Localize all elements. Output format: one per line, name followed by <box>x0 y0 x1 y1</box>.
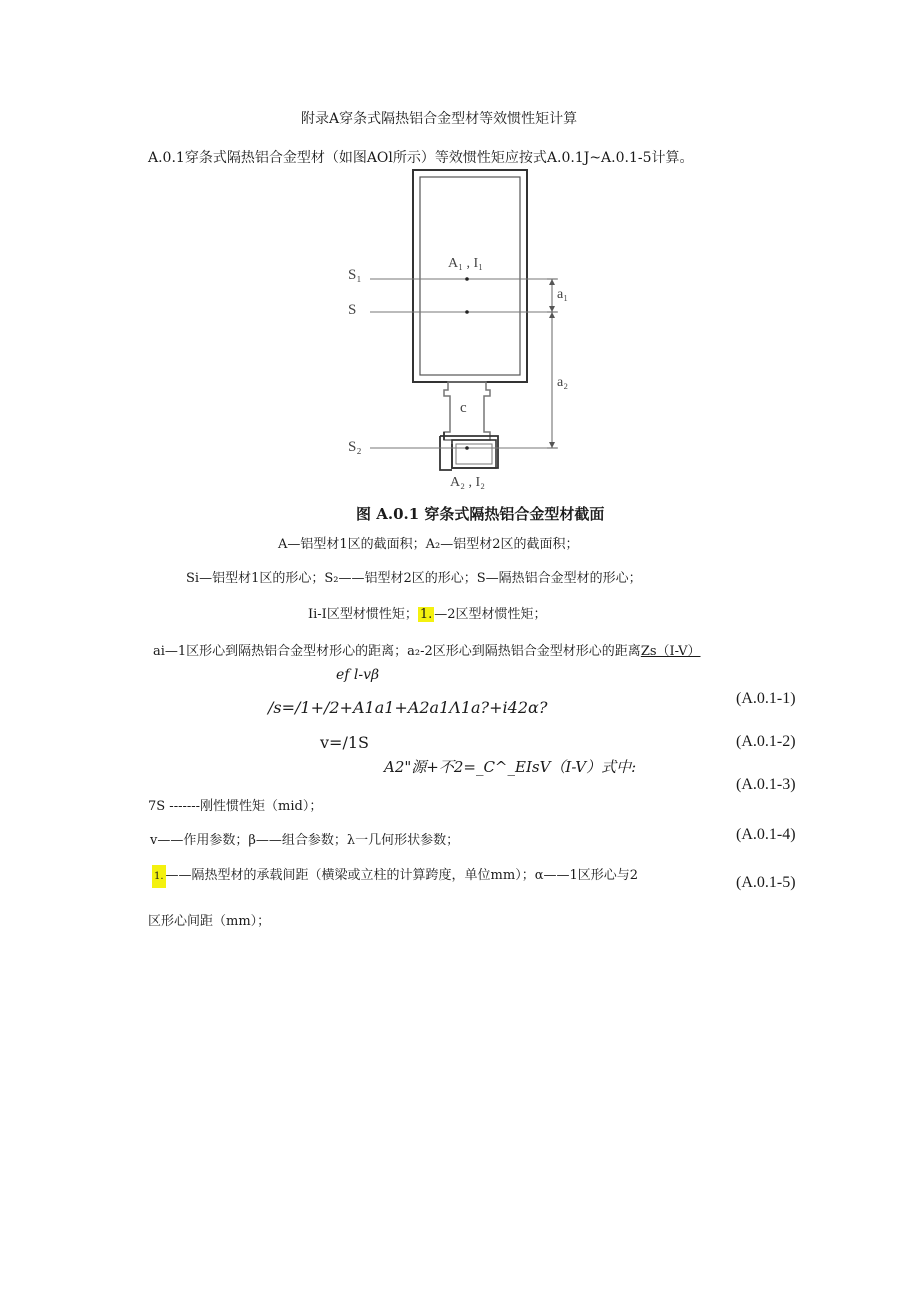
figure-caption: 图 A.0.1 穿条式隔热铝合金型材截面 <box>356 505 605 523</box>
label-c: c <box>460 400 467 416</box>
label-s: S <box>348 302 357 318</box>
term-line-2: v——作用参数；β——组合参数；λ一几何形状参数； <box>150 833 460 848</box>
label-a1: a₁ <box>557 287 569 302</box>
highlight-mark: 1. <box>419 607 433 622</box>
label-a2-i2: A₂ , I₂ <box>450 475 486 490</box>
definition-line-3-pre: Ii-I区型材惯性矩； <box>308 607 418 622</box>
label-a2: a₂ <box>557 375 569 390</box>
equation-number-3: (A.0.1-3) <box>736 776 796 793</box>
equation-number-1: (A.0.1-1) <box>736 690 796 707</box>
label-a1-i1: A₁ , I₁ <box>448 256 484 271</box>
section-figure <box>340 164 600 494</box>
highlight-mark-2: 1. <box>152 865 166 888</box>
definition-line-4 <box>153 640 701 659</box>
label-s2: S₂ <box>348 439 362 455</box>
intro-paragraph: A.0.1穿条式隔热铝合金型材（如图AOl所示）等效惯性矩应按式A.0.1J~A.0.1-5计算。 <box>148 150 694 166</box>
thermal-strip <box>444 382 490 440</box>
definition-line-3 <box>308 603 547 622</box>
definition-line-4-formula: Zs（I-V） <box>640 644 701 659</box>
formula-fragment: ef l-vβ <box>336 667 380 683</box>
equation-number-2: (A.0.1-2) <box>736 733 796 750</box>
equation-number-5: (A.0.1-5) <box>736 874 796 891</box>
equation-3: A2"源+不2=_C^_EIsV（I-V）式中: <box>384 758 637 776</box>
definition-line-4-text: ai—1区形心到隔热铝合金型材形心的距离；a₂-2区形心到隔热铝合金型材形心的距离 <box>153 644 641 659</box>
definition-line-1: A—铝型材1区的截面积；A₂—铝型材2区的截面积； <box>278 537 579 552</box>
profile-zone1-inner <box>420 177 520 375</box>
definition-line-2: Si—铝型材1区的形心；S₂——铝型材2区的形心；S—隔热铝合金型材的形心； <box>186 571 642 586</box>
term-line-4: 区形心间距（mm）； <box>148 914 271 929</box>
equation-1: /s=/1+/2+A1a1+A2a1Λ1a?+i42α? <box>268 698 548 717</box>
equation-number-4: (A.0.1-4) <box>736 826 796 843</box>
equation-2: v=/1S <box>320 733 369 752</box>
appendix-heading: 附录A穿条式隔热铝合金型材等效惯性矩计算 <box>301 111 578 127</box>
term-line-3-text: ——隔热型材的承载间距（横梁或立柱的计算跨度，单位mm）；α——1区形心与2 <box>165 868 639 883</box>
definition-line-3-post: —2区型材惯性矩； <box>434 607 547 622</box>
term-line-3 <box>152 864 638 883</box>
term-line-1: 7S -------刚性惯性矩（mid）； <box>148 799 323 814</box>
profile-zone1-outer <box>413 170 527 382</box>
label-s1: S₁ <box>348 267 362 283</box>
